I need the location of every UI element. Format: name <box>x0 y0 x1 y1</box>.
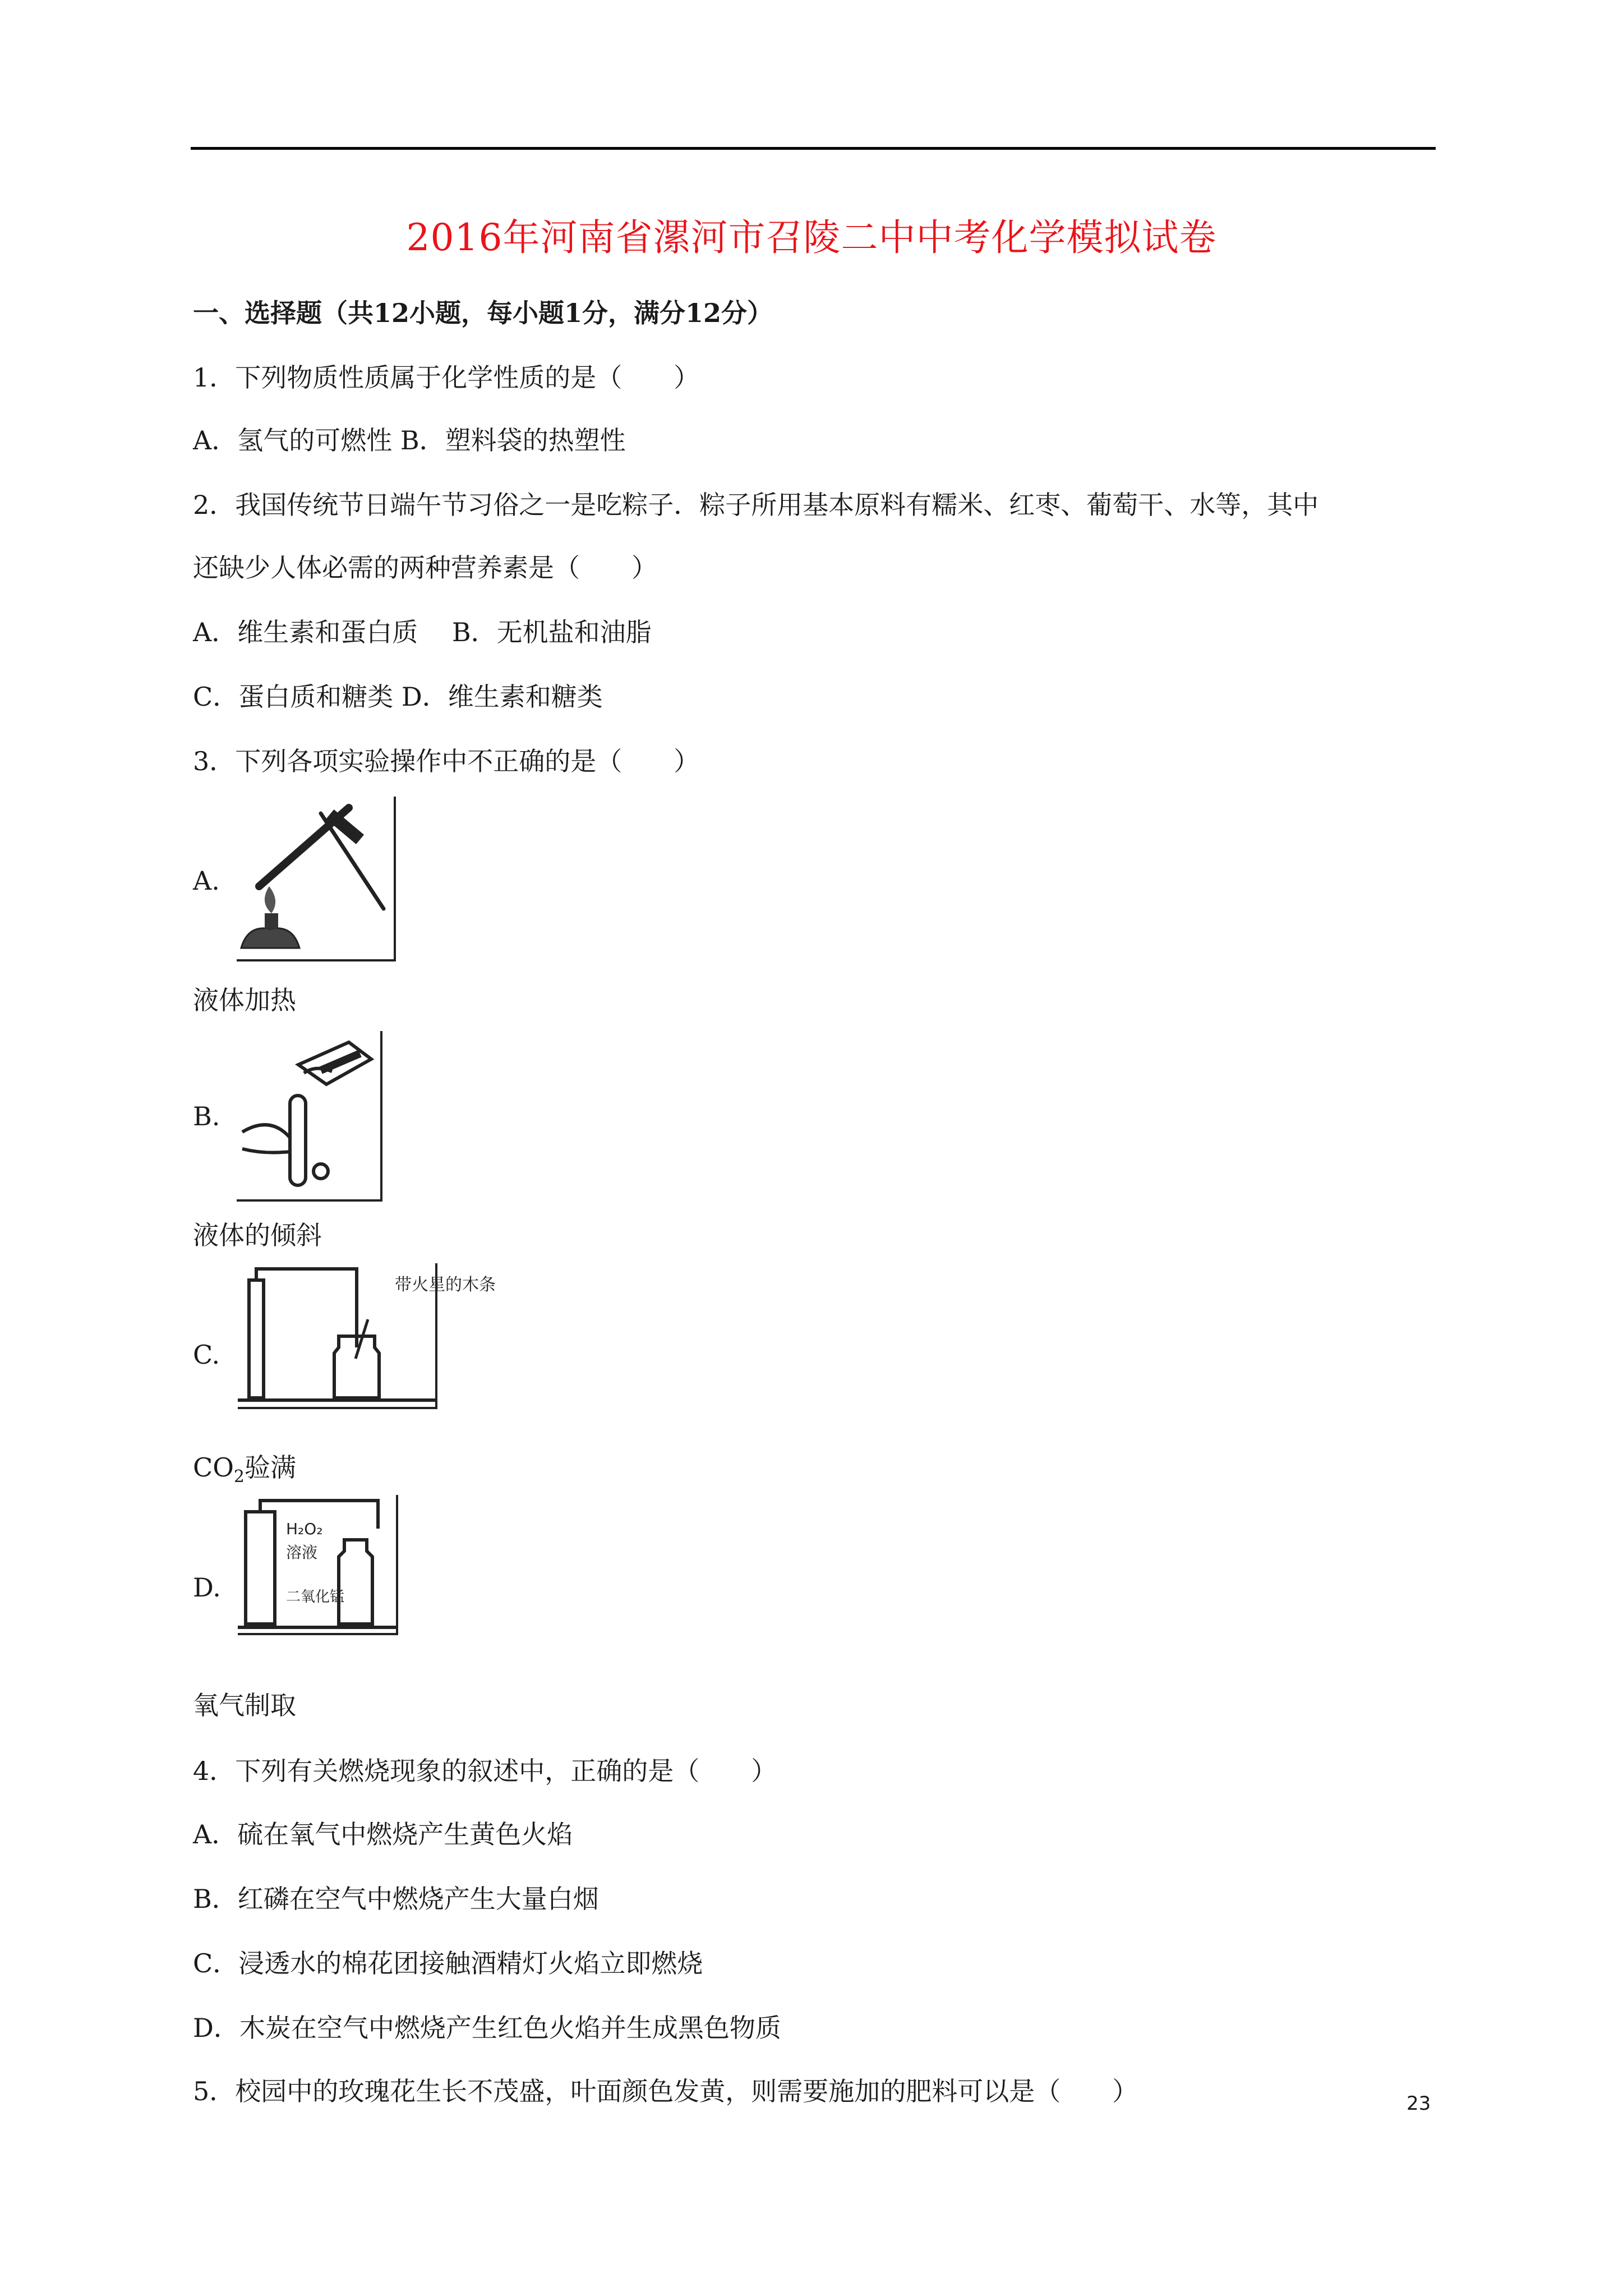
q3-figure-co2-test <box>238 1263 496 1409</box>
co2-figure-label: 带火星的木条 <box>395 1275 496 1295</box>
q4-option-a: A．硫在氧气中燃烧产生黄色火焰 <box>193 1819 573 1849</box>
q4-stem: 4．下列有关燃烧现象的叙述中，正确的是（ ） <box>193 1756 777 1786</box>
liquid-heating-illustration <box>237 797 394 959</box>
q3-option-a-letter: A. <box>193 866 220 896</box>
q4-option-c: C．浸透水的棉花团接触酒精灯火焰立即燃烧 <box>193 1948 703 1978</box>
q3-option-b-letter: B. <box>193 1101 220 1131</box>
q4-option-b: B．红磷在空气中燃烧产生大量白烟 <box>193 1884 599 1914</box>
q2-stem-line1: 2．我国传统节日端午节习俗之一是吃粽子．粽子所用基本原料有糯米、红枣、葡萄干、水等，其中 <box>193 490 1319 520</box>
q3-option-d-caption: 氧气制取 <box>193 1690 296 1720</box>
q3-option-d-letter: D. <box>193 1572 221 1603</box>
q3-option-a-caption: 液体加热 <box>193 985 296 1015</box>
q4-option-d: D．木炭在空气中燃烧产生红色火焰并生成黑色物质 <box>193 2013 781 2043</box>
section-heading: 一、选择题（共12小题，每小题1分，满分12分） <box>193 298 773 328</box>
liquid-pouring-illustration <box>237 1031 380 1199</box>
q2-stem-line2: 还缺少人体必需的两种营养素是（ ） <box>193 553 657 583</box>
solution-label: 溶液 <box>286 1543 318 1562</box>
q2-options-line1: A．维生素和蛋白质 B．无机盐和油脂 <box>193 617 652 647</box>
co2-suffix: 验满 <box>245 1452 297 1483</box>
q3-figure-liquid-pouring <box>237 1031 382 1202</box>
mno2-label: 二氧化锰 <box>286 1589 345 1605</box>
q3-stem: 3．下列各项实验操作中不正确的是（ ） <box>193 746 700 776</box>
q5-stem: 5．校园中的玫瑰花生长不茂盛，叶面颜色发黄，则需要施加的肥料可以是（ ） <box>193 2076 1138 2106</box>
q3-option-c-caption <box>193 1451 296 1494</box>
co2-test-illustration <box>238 1263 496 1407</box>
oxygen-production-illustration <box>238 1495 396 1633</box>
q3-figure-liquid-heating <box>237 797 396 961</box>
q1-options: A．氢气的可燃性 B．塑料袋的热塑性 <box>193 425 626 455</box>
q3-option-c-letter: C. <box>193 1340 220 1370</box>
h2o2-label: H₂O₂ <box>286 1520 323 1538</box>
exam-title: 2016年河南省漯河市召陵二中中考化学模拟试卷 <box>406 216 1217 259</box>
q2-options-line2: C．蛋白质和糖类 D．维生素和糖类 <box>193 682 603 712</box>
q3-option-b-caption: 液体的倾斜 <box>193 1220 322 1250</box>
co2-text: CO <box>193 1452 234 1483</box>
page-number: 23 <box>1407 2092 1431 2115</box>
co2-subscript: 2 <box>233 1467 245 1487</box>
q1-stem: 1．下列物质性质属于化学性质的是（ ） <box>193 362 700 393</box>
header-rule <box>191 147 1436 150</box>
q3-figure-oxygen-production <box>238 1495 398 1635</box>
